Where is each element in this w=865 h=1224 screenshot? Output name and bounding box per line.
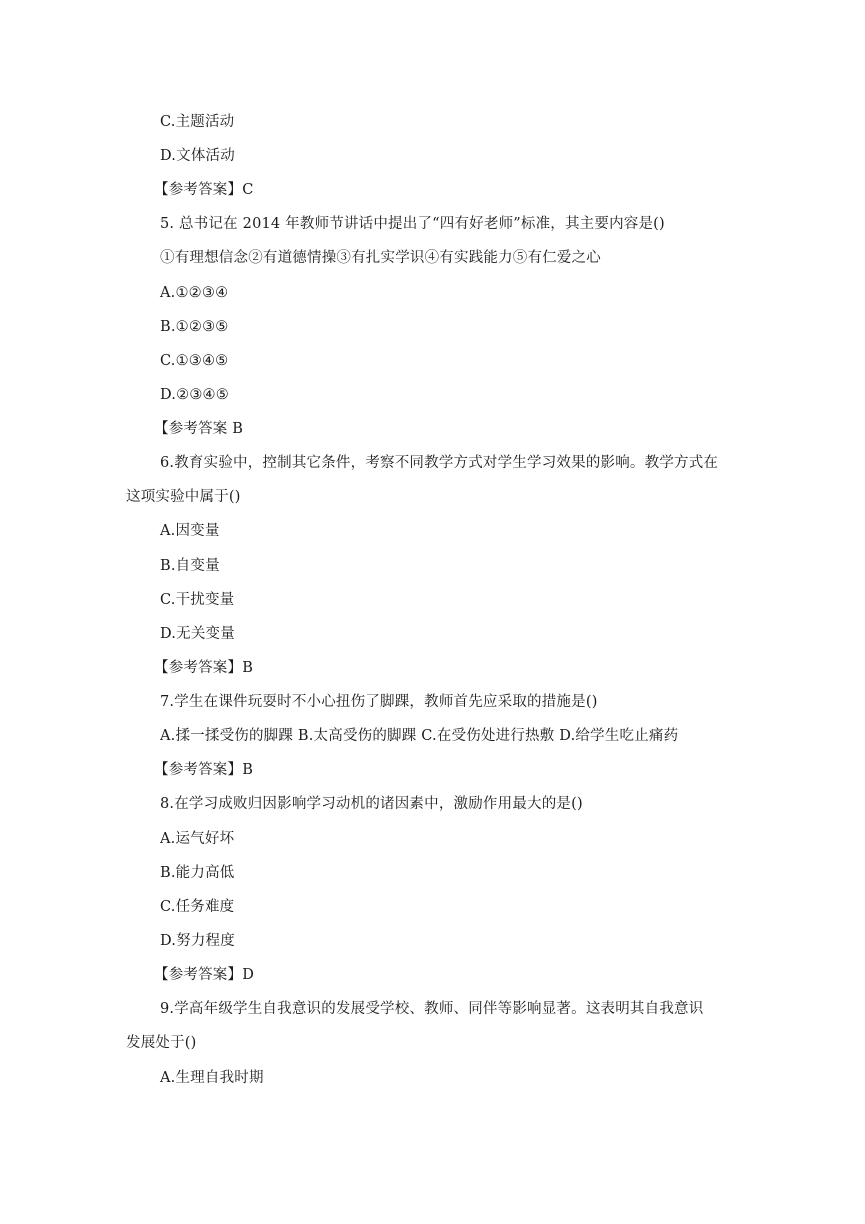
question-8: 8.在学习成败归因影响学习动机的诸因素中，激励作用最大的是() (160, 796, 583, 812)
question-6: 6.教育实验中，控制其它条件，考察不同教学方式对学生学习效果的影响。教学方式在 (160, 455, 719, 471)
option-c: C.①③④⑤ (160, 353, 229, 369)
option-b: B.自变量 (160, 558, 220, 574)
question-5: 5. 总书记在 2014 年教师节讲话中提出了“四有好老师”标准，其主要内容是() (160, 216, 665, 232)
option-d: D.文体活动 (160, 148, 235, 164)
option-b: B.能力高低 (160, 865, 235, 881)
option-a: A.生理自我时期 (160, 1070, 264, 1086)
option-c: C.干扰变量 (160, 592, 235, 608)
question-7-options: A.揉一揉受伤的脚踝 B.太高受伤的脚踝 C.在受伤处进行热敷 D.给学生吃止痛药 (160, 728, 679, 744)
reference-answer: 【参考答案】B (154, 660, 254, 676)
question-9: 9.学高年级学生自我意识的发展受学校、教师、同伴等影响显著。这表明其自我意识 (160, 1001, 704, 1017)
option-a: A.①②③④ (160, 285, 229, 301)
question-9-continued: 发展处于() (126, 1035, 197, 1051)
option-d: D.努力程度 (160, 933, 235, 949)
reference-answer: 【参考答案】C (154, 182, 254, 198)
reference-answer: 【参考答案 B (154, 421, 244, 437)
option-b: B.①②③⑤ (160, 319, 229, 335)
reference-answer: 【参考答案】D (154, 967, 255, 983)
option-d: D.②③④⑤ (160, 387, 229, 403)
option-c: C.主题活动 (160, 114, 235, 130)
question-7: 7.学生在课件玩耍时不小心扭伤了脚踝，教师首先应采取的措施是() (160, 694, 598, 710)
reference-answer: 【参考答案】B (154, 762, 254, 778)
question-5-statements: ①有理想信念②有道德情操③有扎实学识④有实践能力⑤有仁爱之心 (160, 250, 601, 266)
option-d: D.无关变量 (160, 626, 235, 642)
option-c: C.任务难度 (160, 899, 235, 915)
question-6-continued: 这项实验中属于() (126, 489, 241, 505)
option-a: A.因变量 (160, 523, 220, 539)
option-a: A.运气好坏 (160, 831, 235, 847)
